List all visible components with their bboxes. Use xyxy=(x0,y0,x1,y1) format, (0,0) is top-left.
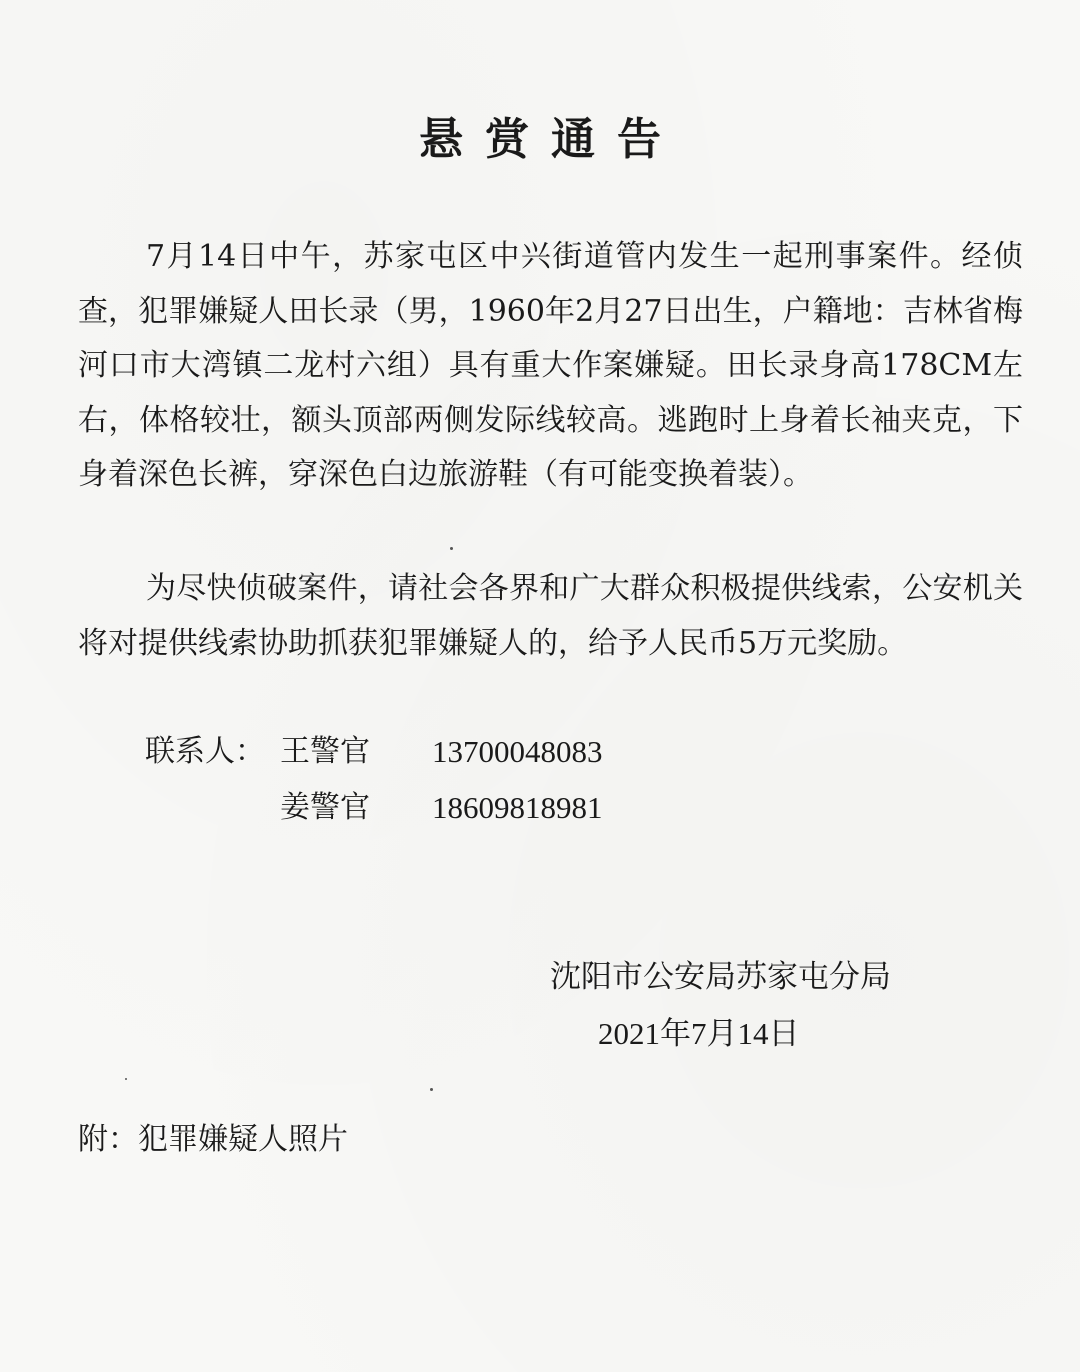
issue-date: 2021年7月14日 xyxy=(598,1016,800,1051)
attachment-note: 附：犯罪嫌疑人照片 xyxy=(78,1122,348,1157)
paragraph-text: 7月14日中午，苏家屯区中兴街道管内发生一起刑事案件。经侦查，犯罪嫌疑人田长录（男，1960年2月27日出生，户籍地：吉林省梅河口市大湾镇二龙村六组）具有重大作案嫌疑。田长录身高178CM左右，体格较壮，额头顶部两侧发际线较高。逃跑时上身着长袖夹克，下身着深色长裤，穿深色白边旅游鞋（有可能变换着装）。 xyxy=(78,239,1023,492)
notice-title: 悬赏通告 xyxy=(419,114,683,165)
officer-name: 王警官 xyxy=(280,734,370,769)
paper-speck xyxy=(450,547,453,550)
contact-row-1 xyxy=(145,730,665,774)
contact-row-2 xyxy=(145,786,665,830)
paragraph-case-details xyxy=(78,230,1023,503)
paragraph-reward xyxy=(78,562,1023,671)
paper-speck xyxy=(430,1088,433,1091)
contact-label: 联系人： xyxy=(145,734,265,769)
officer-phone: 13700048083 xyxy=(432,734,603,769)
paper-speck xyxy=(125,1078,127,1080)
paragraph-text: 为尽快侦破案件，请社会各界和广大群众积极提供线索，公安机关将对提供线索协助抓获犯罪嫌疑人的，给予人民币5万元奖励。 xyxy=(78,571,1023,661)
issuer-name: 沈阳市公安局苏家屯分局 xyxy=(550,959,891,995)
officer-phone: 18609818981 xyxy=(432,790,603,825)
officer-name: 姜警官 xyxy=(280,790,370,825)
